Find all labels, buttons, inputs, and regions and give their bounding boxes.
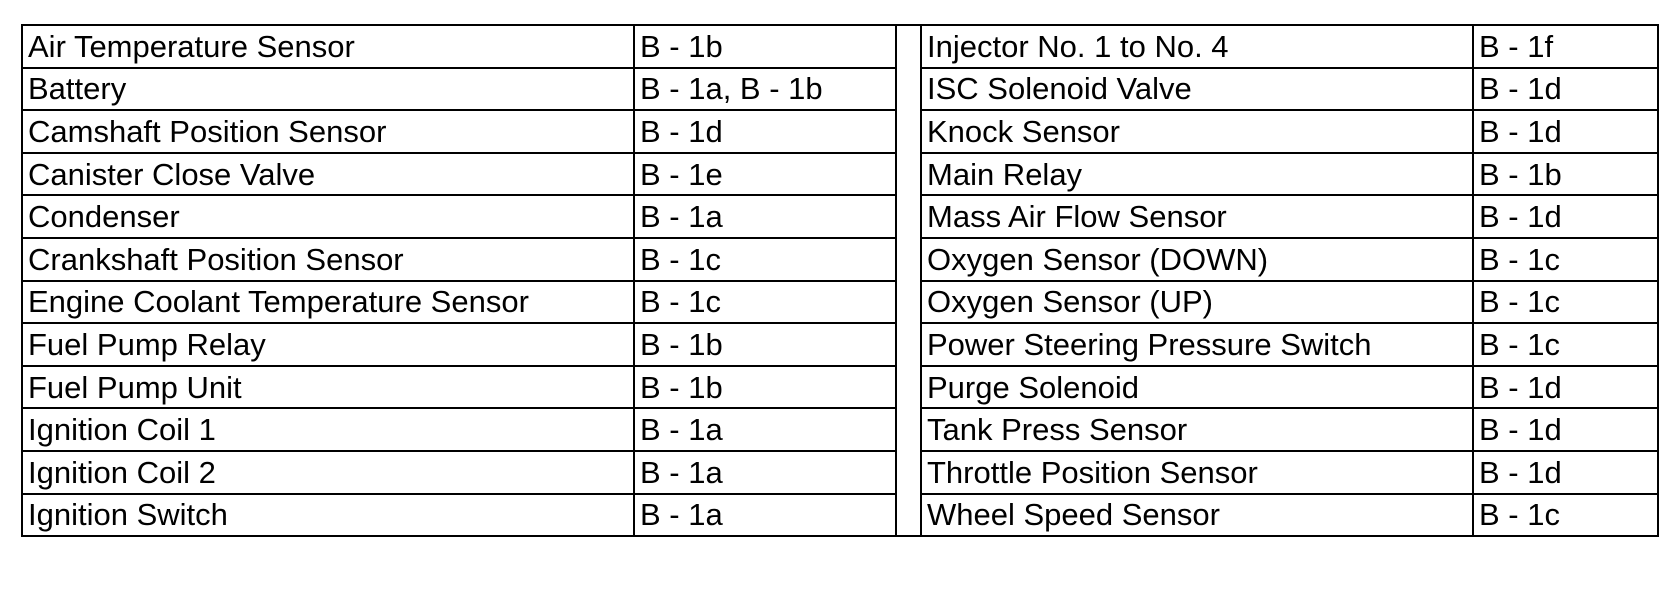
location-code-cell: B - 1a (634, 195, 896, 238)
table-row (22, 366, 1658, 409)
column-gap (896, 153, 921, 196)
location-code-cell: B - 1c (634, 238, 896, 281)
component-name-cell: Ignition Coil 2 (22, 451, 634, 494)
table-row (22, 195, 1658, 238)
location-code-cell: B - 1d (634, 110, 896, 153)
location-code-cell: B - 1c (634, 281, 896, 324)
component-name-cell: Engine Coolant Temperature Sensor (22, 281, 634, 324)
component-name-cell: Canister Close Valve (22, 153, 634, 196)
component-name-cell: Battery (22, 68, 634, 111)
component-name-cell: Camshaft Position Sensor (22, 110, 634, 153)
component-name-cell: Ignition Switch (22, 494, 634, 537)
column-gap (896, 494, 921, 537)
location-code-cell: B - 1c (1473, 238, 1658, 281)
table-row (22, 323, 1658, 366)
location-code-cell: B - 1d (1473, 408, 1658, 451)
component-name-cell: Fuel Pump Unit (22, 366, 634, 409)
column-gap (896, 281, 921, 324)
component-name-cell: ISC Solenoid Valve (921, 68, 1473, 111)
component-name-cell: Air Temperature Sensor (22, 25, 634, 68)
table-row (22, 451, 1658, 494)
table-row (22, 281, 1658, 324)
table-row (22, 68, 1658, 111)
location-code-cell: B - 1b (634, 25, 896, 68)
table-row (22, 238, 1658, 281)
location-code-cell: B - 1c (1473, 281, 1658, 324)
component-name-cell: Ignition Coil 1 (22, 408, 634, 451)
column-gap (896, 68, 921, 111)
location-code-cell: B - 1f (1473, 25, 1658, 68)
location-code-cell: B - 1e (634, 153, 896, 196)
component-location-table (21, 24, 1659, 537)
location-code-cell: B - 1a (634, 451, 896, 494)
location-code-cell: B - 1a (634, 494, 896, 537)
column-gap (896, 110, 921, 153)
table-row (22, 408, 1658, 451)
location-code-cell: B - 1a, B - 1b (634, 68, 896, 111)
location-code-cell: B - 1d (1473, 68, 1658, 111)
component-name-cell: Oxygen Sensor (UP) (921, 281, 1473, 324)
location-code-cell: B - 1d (1473, 451, 1658, 494)
location-code-cell: B - 1b (634, 366, 896, 409)
component-name-cell: Main Relay (921, 153, 1473, 196)
location-code-cell: B - 1d (1473, 110, 1658, 153)
column-gap (896, 25, 921, 68)
component-name-cell: Oxygen Sensor (DOWN) (921, 238, 1473, 281)
component-name-cell: Injector No. 1 to No. 4 (921, 25, 1473, 68)
component-name-cell: Condenser (22, 195, 634, 238)
component-name-cell: Mass Air Flow Sensor (921, 195, 1473, 238)
component-name-cell: Power Steering Pressure Switch (921, 323, 1473, 366)
location-code-cell: B - 1b (634, 323, 896, 366)
table-row (22, 494, 1658, 537)
location-code-cell: B - 1d (1473, 195, 1658, 238)
column-gap (896, 323, 921, 366)
location-code-cell: B - 1b (1473, 153, 1658, 196)
location-code-cell: B - 1c (1473, 323, 1658, 366)
location-code-cell: B - 1a (634, 408, 896, 451)
component-name-cell: Wheel Speed Sensor (921, 494, 1473, 537)
location-code-cell: B - 1c (1473, 494, 1658, 537)
component-name-cell: Crankshaft Position Sensor (22, 238, 634, 281)
component-name-cell: Fuel Pump Relay (22, 323, 634, 366)
table-row (22, 153, 1658, 196)
table-row (22, 25, 1658, 68)
component-name-cell: Purge Solenoid (921, 366, 1473, 409)
table-row (22, 110, 1658, 153)
component-name-cell: Tank Press Sensor (921, 408, 1473, 451)
column-gap (896, 366, 921, 409)
component-name-cell: Throttle Position Sensor (921, 451, 1473, 494)
column-gap (896, 451, 921, 494)
component-location-index (21, 24, 1659, 537)
location-code-cell: B - 1d (1473, 366, 1658, 409)
component-name-cell: Knock Sensor (921, 110, 1473, 153)
column-gap (896, 408, 921, 451)
column-gap (896, 238, 921, 281)
column-gap (896, 195, 921, 238)
